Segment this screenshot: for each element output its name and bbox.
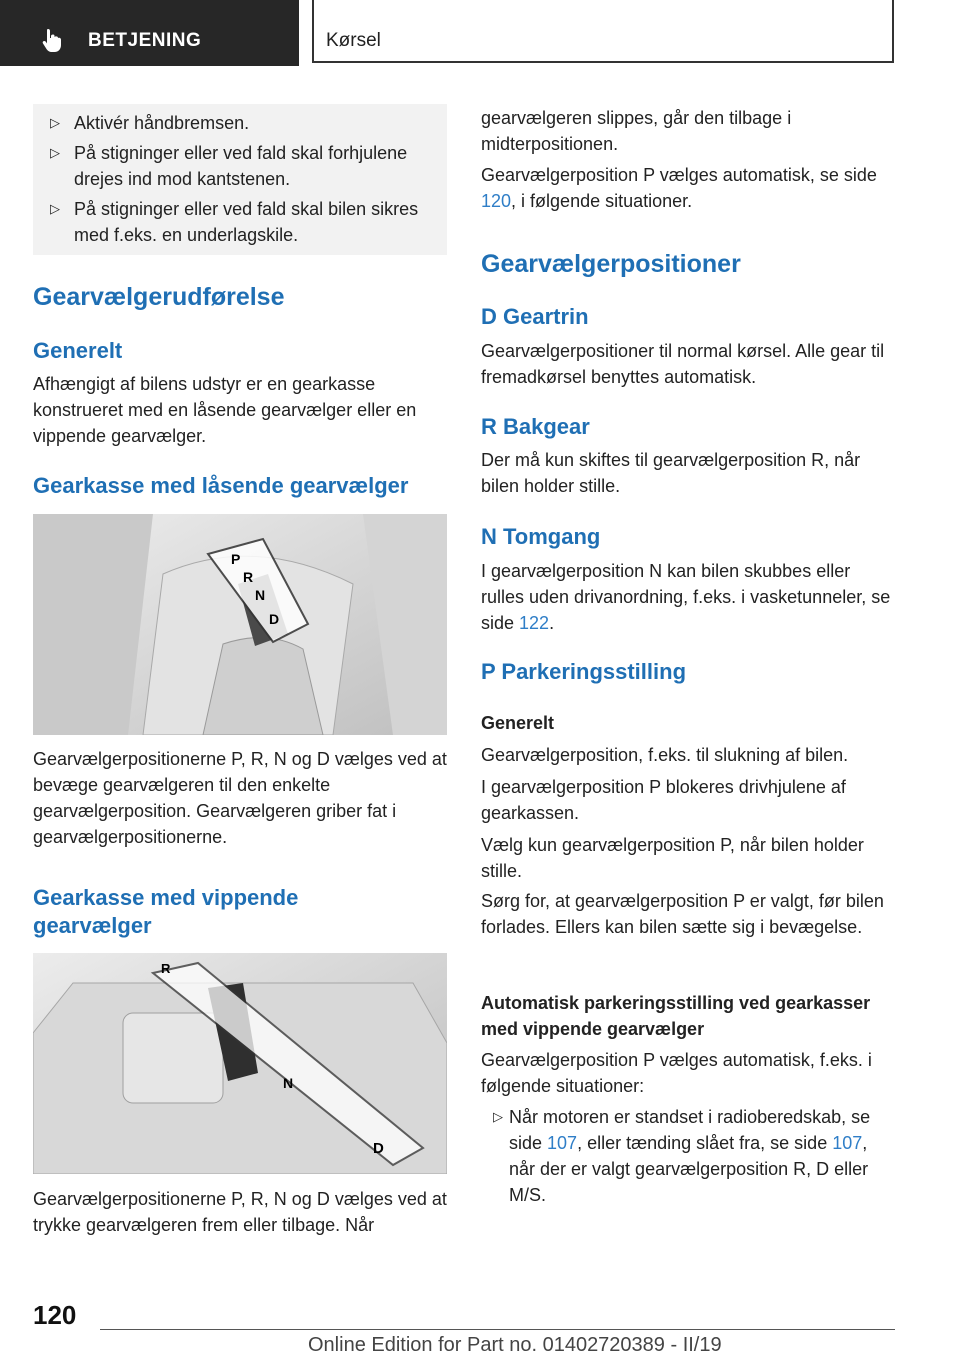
page-link-107[interactable]: 107 [547,1133,578,1153]
page-number: 120 [33,1300,77,1330]
page-link-120[interactable]: 120 [481,191,512,211]
heading-rocking-selector: Gearkasse med vippende gearvælger [33,885,299,938]
paragraph-auto-park: Gearvælgerposition P vælges automatisk, f.eks. i følgende situationer: [481,1050,872,1096]
paragraph-park-4: Sørg for, at gearvælgerposition P er valgt, før bilen forlades. Ellers kan bilen sætte sig i bevægelse. [481,891,884,937]
paragraph-continued: gearvælgeren slippes, går den tilbage i midterpositionen. [481,108,792,154]
section-title: BETJENING [88,30,202,51]
locking-selector-illustration [33,514,447,735]
heading-locking-selector: Gearkasse med låsende gearvælger [33,473,409,498]
paragraph-auto-select: Gearvælgerposition P vælges automatisk, se side 120, i følgende situationer. [481,165,877,211]
triangle-bullet-icon: ▷ [50,115,60,130]
label-n: N [283,1075,294,1091]
triangle-bullet-icon: ▷ [50,201,60,216]
paragraph-locking: Gearvælgerpositionerne P, R, N og D vælges ved at bevæge gearvælgeren til den enkelte gearvælgerposition. Gearvælgeren griber fat i gearvælgerpositionerne. [33,749,447,847]
paragraph-park-2: I gearvælgerposition P blokeres drivhjulene af gearkassen. [481,777,846,823]
heading-n-neutral: N Tomgang [481,524,601,549]
footer-divider [100,1329,895,1330]
paragraph-rocking: Gearvælgerpositionerne P, R, N og D vælges ved at trykke gearvælgeren frem eller tilbage. Når [33,1189,447,1235]
safety-note-box: ▷ Aktivér håndbremsen. ▷ På stigninger eller ved fald skal forhjulene drejes ind mod kantstenen. ▷ På stigninger eller ved fald skal bilen sikres med f.eks. en underlagskile. [33,104,447,255]
section-tab [0,0,299,66]
heading-gear-positions: Gearvælgerpositioner [481,250,741,278]
hand-pointer-icon [40,27,66,53]
label-r: R [243,569,254,585]
label-d: D [269,611,280,627]
chapter-tab [312,0,894,63]
heading-r-reverse: R Bakgear [481,414,590,439]
page-header [0,0,960,66]
paragraph-r-reverse: Der må kun skiftes til gearvælgerposition R, når bilen holder stille. [481,450,861,496]
chapter-title: Kørsel [326,30,381,51]
paragraph-d-gear: Gearvælgerpositioner til normal kørsel. Alle gear til fremadkørsel benyttes automatisk. [481,341,885,387]
label-p: P [231,551,241,567]
paragraph-park-1: Gearvælgerposition, f.eks. til slukning af bilen. [481,745,849,765]
heading-general: Generelt [33,338,123,363]
triangle-bullet-icon: ▷ [493,1109,503,1124]
subheading-automatic-park: Automatisk parkeringsstilling ved gearkasser med vippende gearvælger [481,993,871,1039]
label-r: R [161,961,171,976]
triangle-bullet-icon: ▷ [50,145,60,160]
rocking-selector-illustration [33,953,447,1174]
page-link-107[interactable]: 107 [832,1133,863,1153]
page-link-122[interactable]: 122 [519,613,550,633]
subheading-general: Generelt [481,713,555,733]
heading-d-gear: D Geartrin [481,304,589,329]
paragraph-park-3: Vælg kun gearvælgerposition P, når bilen holder stille. [481,835,864,881]
figure-rocking-gear-selector [33,953,447,1174]
paragraph-n-neutral: I gearvælgerposition N kan bilen skubbes eller rulles uden drivanordning, f.eks. i vasketunneler, se side 122. [481,561,891,633]
paragraph-general: Afhængigt af bilens udstyr er en gearkasse konstrueret med en låsende gearvælger eller en vippende gearvælger. [33,374,417,446]
edition-note: Online Edition for Part no. 01402720389 - II/19 [308,1334,722,1356]
heading-gear-selector-design: Gearvælgerudførelse [33,283,285,311]
label-d: D [373,1140,384,1157]
figure-locking-gear-selector [33,514,447,735]
label-n: N [255,587,266,603]
heading-p-park: P Parkeringsstilling [481,659,687,684]
